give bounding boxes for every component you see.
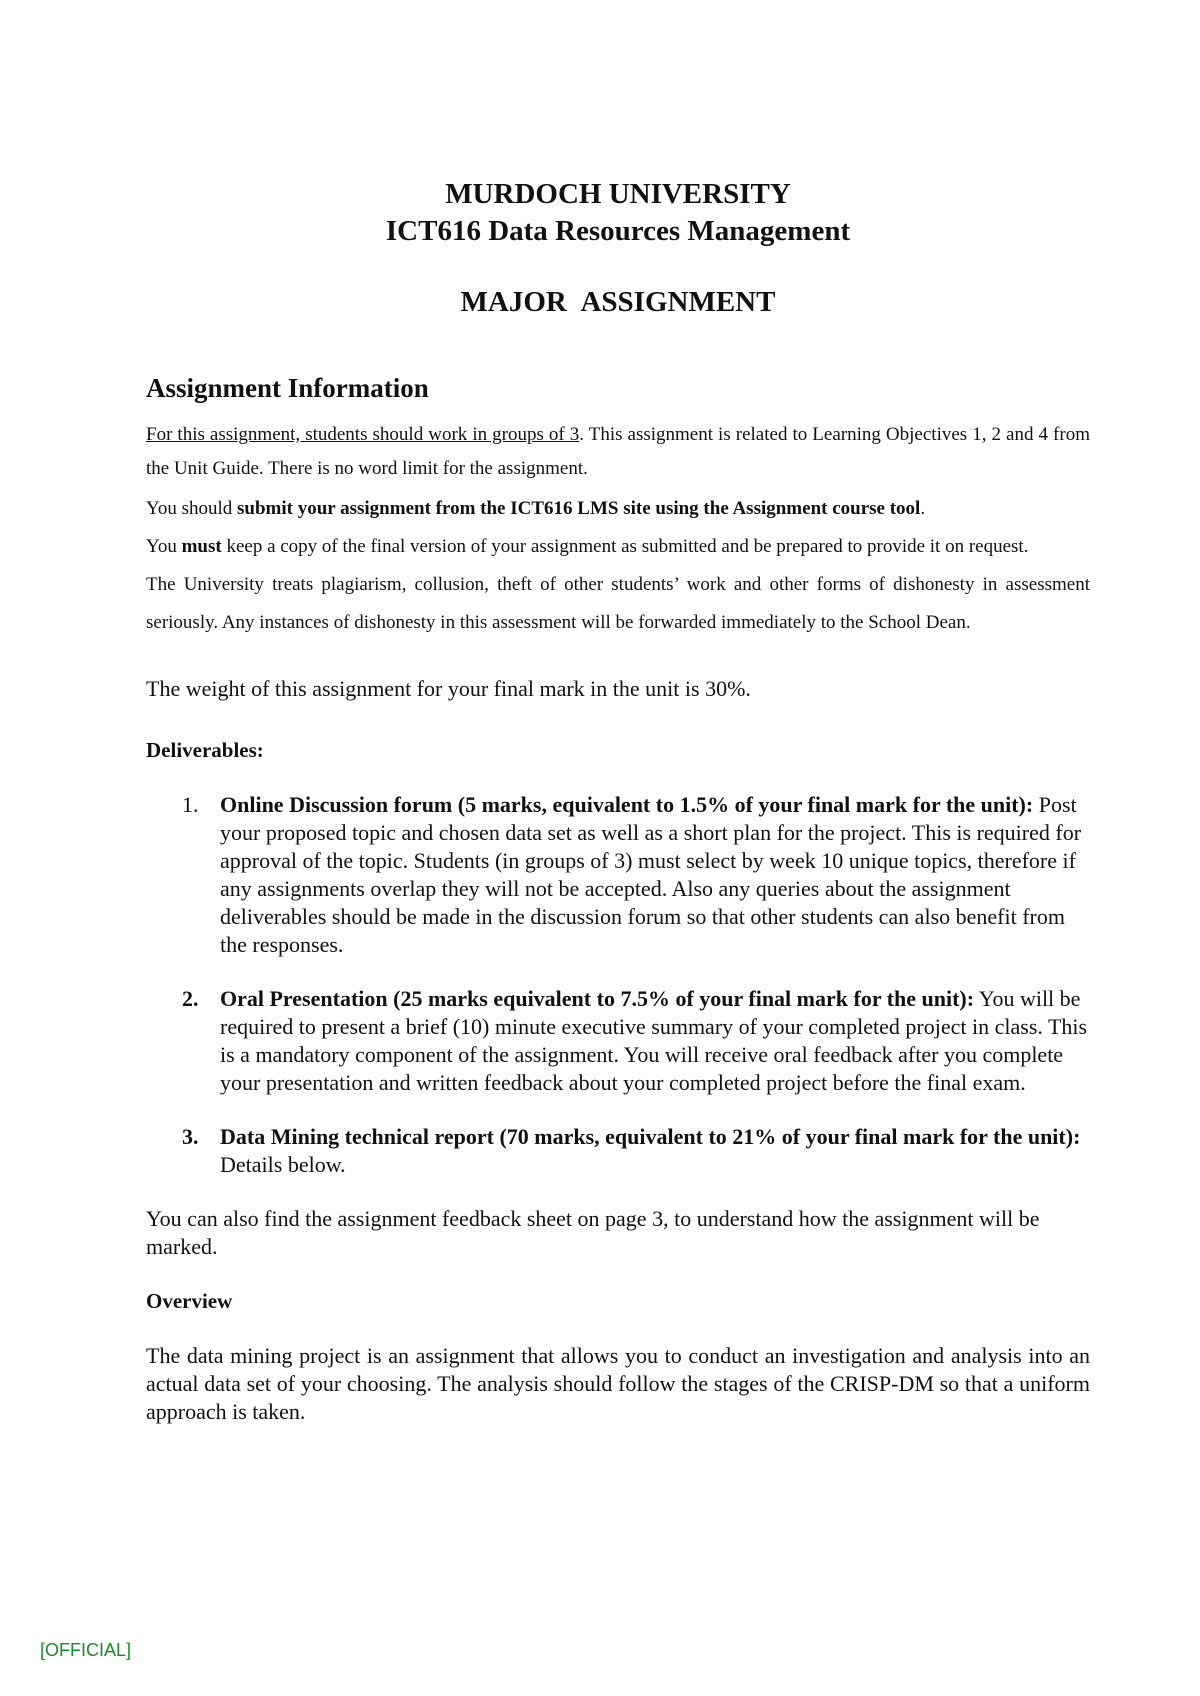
deliverable-title: Oral Presentation (25 marks equivalent to 7.5% of your final mark for the unit): [220,986,975,1011]
document-body [146,176,1090,1426]
info-paragraph-copy: You must keep a copy of the final version of your assignment as submitted and be prepared to provide it on request. [146,536,1029,557]
feedback-sheet-note: You can also find the assignment feedback sheet on page 3, to understand how the assignment will be marked. [146,1206,1040,1259]
deliverable-description: Details below. [220,1152,346,1177]
deliverable-number: 3. [182,1124,199,1149]
deliverable-description: Post your proposed topic and chosen data set as well as a short plan for the project. This is required for approval of the topic. Students (in groups of 3) must select by week 10 unique topics, therefore if any assignments overlap they will not be accepted. Also any queries about the assignment deliverables should be made in the discussion forum so that other students can also benefit from the responses. [220,792,1082,957]
overview-paragraph: The data mining project is an assignment that allows you to conduct an investigation and analysis into an actual data set of your choosing. The analysis should follow the stages of the CRISP-DM so that a uniform approach is taken. [146,1343,1090,1424]
course-title: ICT616 Data Resources Management [385,215,851,247]
deliverable-item [146,1123,1090,1179]
submit-instruction-bold: submit your assignment from the ICT616 LMS site using the Assignment course tool [237,498,921,519]
info-paragraph-submit: You should submit your assignment from the ICT616 LMS site using the Assignment course tool. [146,498,926,519]
assignment-title: MAJOR ASSIGNMENT [460,286,776,318]
deliverables-list [146,791,1090,1179]
groups-underlined-text: For this assignment, students should work in groups of 3 [146,424,580,445]
weight-statement: The weight of this assignment for your final mark in the unit is 30%. [146,676,751,701]
groups-rest-text: . This assignment is related to Learning Objectives 1, 2 and 4 from the Unit Guide. There is no word limit for the assignment. [146,424,1090,479]
deliverable-item [146,985,1090,1097]
info-paragraph-plagiarism: The University treats plagiarism, collusion, theft of other students’ work and other forms of dishonesty in assessment seriously. Any instances of dishonesty in this assessment will be forwarded immediately to the School Dean. [146,574,1090,633]
assignment-info-heading: Assignment Information [146,373,429,403]
info-paragraph-groups [146,418,1090,486]
deliverable-title: Data Mining technical report (70 marks, equivalent to 21% of your final mark for the unit): [220,1124,1081,1149]
deliverable-item [146,791,1090,959]
deliverable-description: You will be required to present a brief (10) minute executive summary of your completed project in class. This is a mandatory component of the assignment. You will receive oral feedback after you complete your presentation and written feedback about your completed project before the final exam. [220,986,1088,1095]
deliverable-title: Online Discussion forum (5 marks, equivalent to 1.5% of your final mark for the unit): [220,792,1034,817]
deliverable-number: 1. [182,792,199,817]
university-title: MURDOCH UNIVERSITY [445,178,791,210]
deliverable-number: 2. [182,986,199,1011]
overview-heading: Overview [146,1289,233,1313]
must-bold: must [181,536,222,557]
classification-label: [OFFICIAL] [40,1640,132,1660]
deliverables-heading: Deliverables: [146,738,264,762]
